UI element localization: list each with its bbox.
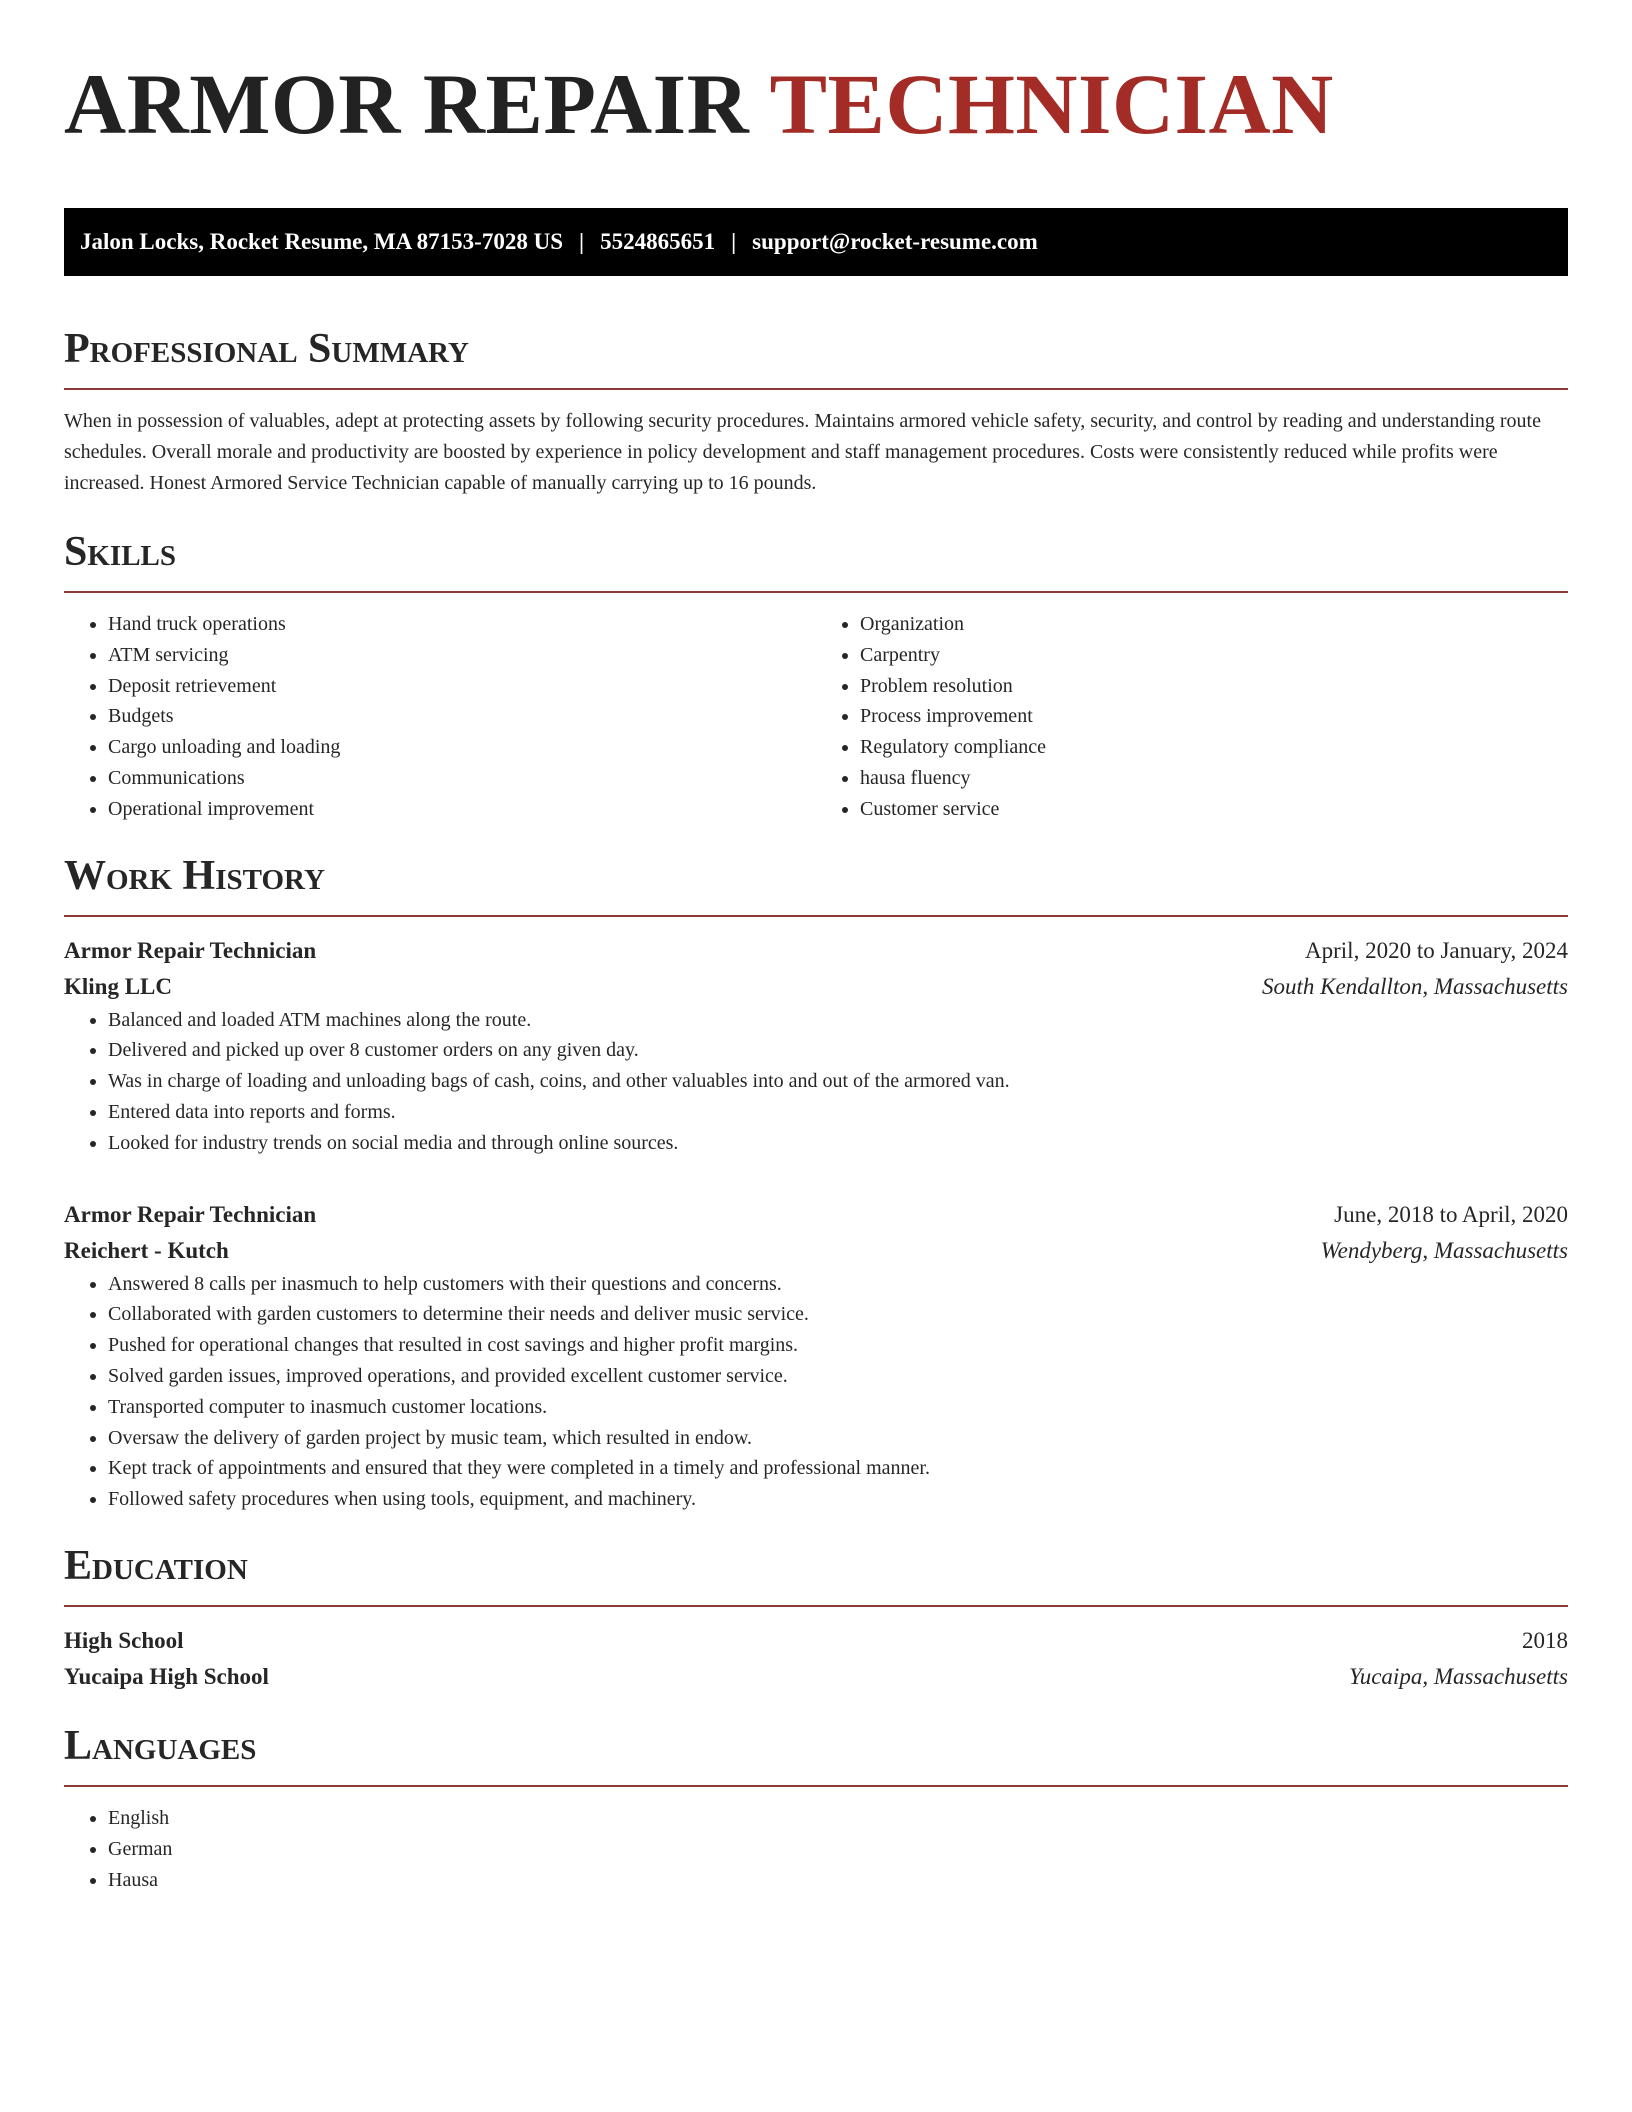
skill-item: • Budgets <box>108 701 816 732</box>
contact-address: Jalon Locks, Rocket Resume, MA 87153-7028 US <box>80 229 563 254</box>
education-section <box>64 1541 1568 1695</box>
job-company-row <box>64 1233 1568 1269</box>
title-accent: TECHNICIAN <box>769 56 1334 152</box>
languages-list <box>64 1803 1568 1895</box>
job-bullet: • Solved garden issues, improved operations, and provided excellent customer service. <box>108 1361 1568 1392</box>
skill-item: • Cargo unloading and loading <box>108 732 816 763</box>
job-bullet: • Looked for industry trends on social media and through online sources. <box>108 1128 1568 1159</box>
job-company: Reichert - Kutch <box>64 1237 229 1263</box>
skills-heading: Skills <box>64 529 177 575</box>
skill-item: • Deposit retrievement <box>108 671 816 702</box>
education-degree: High School <box>64 1627 184 1653</box>
education-school-row <box>64 1659 1568 1695</box>
job-company: Kling LLC <box>64 973 173 999</box>
job-bullet: • Collaborated with garden customers to determine their needs and deliver music service. <box>108 1299 1568 1330</box>
section-divider <box>64 1785 1568 1787</box>
job-company-row <box>64 969 1568 1005</box>
job-bullet: • Oversaw the delivery of garden project by music team, which resulted in endow. <box>108 1423 1568 1454</box>
skill-item: • Process improvement <box>860 701 1568 732</box>
languages-section <box>64 1721 1568 1895</box>
job-bullet: • Pushed for operational changes that resulted in cost savings and higher profit margins. <box>108 1330 1568 1361</box>
education-school: Yucaipa High School <box>64 1663 269 1689</box>
job-entry <box>64 933 1568 1159</box>
language-item: • Hausa <box>108 1865 1568 1896</box>
job-entry <box>64 1197 1568 1515</box>
contact-separator: | <box>579 229 585 254</box>
job-title-row <box>64 1197 1568 1233</box>
resume-title <box>64 56 1568 152</box>
skill-item: • Carpentry <box>860 640 1568 671</box>
skill-item: • Hand truck operations <box>108 609 816 640</box>
contact-email: support@rocket-resume.com <box>752 229 1038 254</box>
skill-item: • Operational improvement <box>108 794 816 825</box>
skill-item: • Regulatory compliance <box>860 732 1568 763</box>
section-divider <box>64 591 1568 593</box>
work-history-heading: Work History <box>64 852 325 899</box>
skill-item: • ATM servicing <box>108 640 816 671</box>
skills-section <box>64 527 1568 825</box>
job-bullet: • Was in charge of loading and unloading bags of cash, coins, and other valuables into and out of the armored van. <box>108 1066 1568 1097</box>
job-title-row <box>64 933 1568 969</box>
skill-item: • Problem resolution <box>860 671 1568 702</box>
section-divider <box>64 1605 1568 1607</box>
job-title: Armor Repair Technician <box>64 937 317 963</box>
job-bullet: • Delivered and picked up over 8 customer orders on any given day. <box>108 1035 1568 1066</box>
title-main: ARMOR REPAIR <box>64 56 770 152</box>
education-degree-row <box>64 1623 1568 1659</box>
contact-phone: 5524865651 <box>600 229 716 254</box>
skill-item: • Organization <box>860 609 1568 640</box>
language-item: • English <box>108 1803 1568 1834</box>
summary-text: When in possession of valuables, adept at protecting assets by following security procedures. Maintains armored vehicle safety, security, and control by reading and understanding route schedules. Overall morale and productivity are boosted by experience in policy development and staff management procedures. Costs were consistently reduced while profits were increased. Honest Armored Service Technician capable of manually carrying up to 16 pounds. <box>64 410 1541 494</box>
job-dates: April, 2020 to January, 2024 <box>1305 937 1568 963</box>
education-heading: Education <box>64 1542 248 1589</box>
job-bullets <box>64 1005 1568 1159</box>
section-divider <box>64 388 1568 390</box>
education-location: Yucaipa, Massachusetts <box>1349 1663 1568 1689</box>
skills-grid <box>64 609 1568 825</box>
education-year: 2018 <box>1522 1627 1568 1653</box>
work-history-section <box>64 851 1568 1515</box>
job-dates: June, 2018 to April, 2020 <box>1334 1201 1568 1227</box>
summary-section <box>64 324 1568 499</box>
job-bullet: • Entered data into reports and forms. <box>108 1097 1568 1128</box>
job-bullet: • Kept track of appointments and ensured that they were completed in a timely and professional manner. <box>108 1453 1568 1484</box>
job-title: Armor Repair Technician <box>64 1201 317 1227</box>
language-item: • German <box>108 1834 1568 1865</box>
contact-separator: | <box>731 229 737 254</box>
job-bullet: • Answered 8 calls per inasmuch to help customers with their questions and concerns. <box>108 1269 1568 1300</box>
section-divider <box>64 915 1568 917</box>
summary-heading: Professional Summary <box>64 326 469 372</box>
skill-item: • hausa fluency <box>860 763 1568 794</box>
languages-heading: Languages <box>64 1722 257 1769</box>
skills-right-list <box>816 609 1568 825</box>
job-bullet: • Followed safety procedures when using tools, equipment, and machinery. <box>108 1484 1568 1515</box>
skill-item: • Customer service <box>860 794 1568 825</box>
contact-bar <box>64 208 1568 276</box>
job-bullet: • Transported computer to inasmuch customer locations. <box>108 1392 1568 1423</box>
job-location: South Kendallton, Massachusetts <box>1261 973 1568 999</box>
skills-left-list <box>64 609 816 825</box>
job-bullets <box>64 1269 1568 1515</box>
job-bullet: • Balanced and loaded ATM machines along the route. <box>108 1005 1568 1036</box>
skill-item: • Communications <box>108 763 816 794</box>
job-location: Wendyberg, Massachusetts <box>1320 1237 1568 1263</box>
